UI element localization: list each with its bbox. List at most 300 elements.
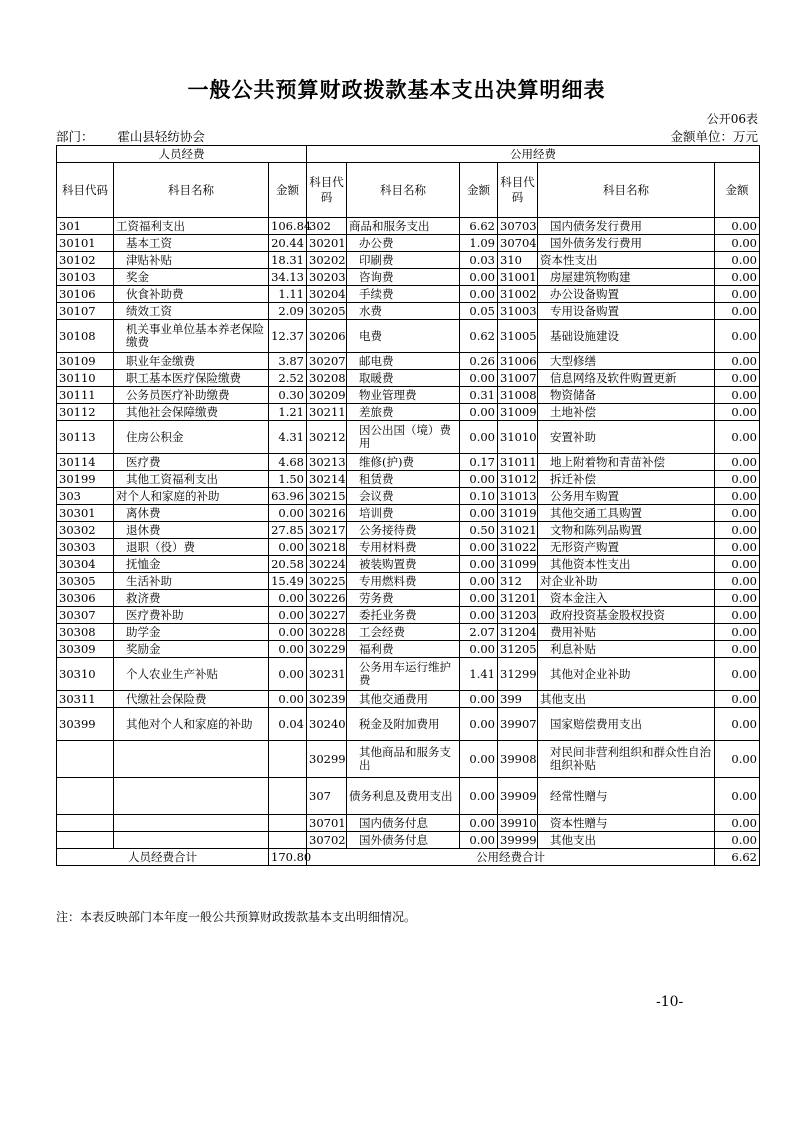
- public-code: 30202: [307, 252, 347, 269]
- public-name: 取暖费: [347, 370, 460, 387]
- table-row: [57, 303, 760, 320]
- department-label: 部门：: [56, 129, 94, 144]
- public-amount: 0.00: [460, 691, 498, 708]
- personnel-amount: 106.84: [269, 218, 307, 235]
- personnel-amount: 12.37: [269, 320, 307, 353]
- public-code: 30239: [307, 691, 347, 708]
- personnel-code: [57, 741, 114, 778]
- table-row: [57, 741, 760, 778]
- public-name: 国外债务付息: [347, 832, 460, 849]
- personnel-code: 301: [57, 218, 114, 235]
- public-amount: 0.00: [460, 607, 498, 624]
- public-code: 30207: [307, 353, 347, 370]
- public-name: 电费: [347, 320, 460, 353]
- personnel-code: 30304: [57, 556, 114, 573]
- personnel-amount: 63.96: [269, 488, 307, 505]
- page-number: -10-: [656, 994, 684, 1010]
- public-code: 30224: [307, 556, 347, 573]
- table-row: [57, 218, 760, 235]
- public-name: 物资储备: [538, 387, 715, 404]
- public-amount: 0.00: [460, 370, 498, 387]
- personnel-code: 30108: [57, 320, 114, 353]
- public-code: 31008: [498, 387, 538, 404]
- public-code: 399: [498, 691, 538, 708]
- table-row: [57, 252, 760, 269]
- public-amount: 0.00: [460, 404, 498, 421]
- public-code: 30214: [307, 471, 347, 488]
- personnel-code: 30301: [57, 505, 114, 522]
- public-code: 31204: [498, 624, 538, 641]
- public-name: 对民间非营利组织和群众性自治组织补贴: [538, 741, 715, 778]
- public-name: 商品和服务支出: [347, 218, 460, 235]
- personnel-amount: 0.00: [269, 658, 307, 691]
- personnel-amount: [269, 815, 307, 832]
- public-name: 劳务费: [347, 590, 460, 607]
- col-code-header: 科目代码: [498, 163, 538, 218]
- public-code: 31009: [498, 404, 538, 421]
- public-amount: 0.00: [460, 286, 498, 303]
- table-row: [57, 404, 760, 421]
- public-code: 30226: [307, 590, 347, 607]
- public-name: 福利费: [347, 641, 460, 658]
- personnel-name: 助学金: [114, 624, 269, 641]
- public-amount: 0.00: [460, 590, 498, 607]
- public-code: 30227: [307, 607, 347, 624]
- personnel-code: 30311: [57, 691, 114, 708]
- personnel-code: 303: [57, 488, 114, 505]
- public-amount: 0.00: [715, 815, 760, 832]
- public-name: 办公费: [347, 235, 460, 252]
- personnel-name: 个人农业生产补贴: [114, 658, 269, 691]
- personnel-amount: 0.04: [269, 708, 307, 741]
- personnel-name: 生活补助: [114, 573, 269, 590]
- personnel-amount: [269, 741, 307, 778]
- public-code: 30299: [307, 741, 347, 778]
- public-name: 房屋建筑物购建: [538, 269, 715, 286]
- public-name: 其他对企业补助: [538, 658, 715, 691]
- personnel-code: 30113: [57, 421, 114, 454]
- public-amount: 0.00: [715, 624, 760, 641]
- personnel-code: 30102: [57, 252, 114, 269]
- public-code: 30205: [307, 303, 347, 320]
- public-code: 30206: [307, 320, 347, 353]
- public-name: 国内债务发行费用: [538, 218, 715, 235]
- personnel-code: 30101: [57, 235, 114, 252]
- amount-unit: 金额单位：万元: [670, 129, 758, 144]
- personnel-code: 30109: [57, 353, 114, 370]
- public-amount: 0.00: [715, 269, 760, 286]
- expenditure-table: [56, 145, 760, 866]
- public-amount: 0.00: [715, 320, 760, 353]
- personnel-name: 救济费: [114, 590, 269, 607]
- public-amount: 0.00: [715, 370, 760, 387]
- public-name: 专用设备购置: [538, 303, 715, 320]
- personnel-name: 绩效工资: [114, 303, 269, 320]
- personnel-name: 住房公积金: [114, 421, 269, 454]
- personnel-code: 30310: [57, 658, 114, 691]
- table-row: [57, 556, 760, 573]
- personnel-name: 工资福利支出: [114, 218, 269, 235]
- personnel-name: [114, 778, 269, 815]
- public-name: 公务接待费: [347, 522, 460, 539]
- personnel-amount: 0.00: [269, 691, 307, 708]
- public-name: 培训费: [347, 505, 460, 522]
- public-amount: 1.41: [460, 658, 498, 691]
- public-code: 31005: [498, 320, 538, 353]
- public-code: 30228: [307, 624, 347, 641]
- public-code: 30240: [307, 708, 347, 741]
- personnel-name: [114, 815, 269, 832]
- table-row: [57, 471, 760, 488]
- table-row: [57, 658, 760, 691]
- public-amount: 0.00: [715, 556, 760, 573]
- public-code: 31003: [498, 303, 538, 320]
- personnel-code: 30112: [57, 404, 114, 421]
- personnel-amount: 1.21: [269, 404, 307, 421]
- public-name: 安置补助: [538, 421, 715, 454]
- public-name: 基础设施建设: [538, 320, 715, 353]
- public-name: 其他资本性支出: [538, 556, 715, 573]
- public-amount: 0.00: [460, 708, 498, 741]
- personnel-name: 津贴补贴: [114, 252, 269, 269]
- personnel-amount: [269, 778, 307, 815]
- public-code: 31006: [498, 353, 538, 370]
- public-amount: 0.00: [460, 471, 498, 488]
- personnel-code: 30199: [57, 471, 114, 488]
- public-name: 专用材料费: [347, 539, 460, 556]
- public-name: 委托业务费: [347, 607, 460, 624]
- public-name: 债务利息及费用支出: [347, 778, 460, 815]
- table-row: [57, 815, 760, 832]
- public-code: 39907: [498, 708, 538, 741]
- table-note: 注：本表反映部门本年度一般公共预算财政拨款基本支出明细情况。: [56, 910, 417, 924]
- public-code: 31299: [498, 658, 538, 691]
- public-code: 30209: [307, 387, 347, 404]
- table-row: [57, 320, 760, 353]
- public-amount: 0.00: [715, 421, 760, 454]
- col-code-header: 科目代码: [307, 163, 347, 218]
- totals-row: [57, 849, 760, 866]
- public-amount: 0.00: [715, 488, 760, 505]
- public-amount: 0.00: [715, 252, 760, 269]
- public-name: 资本性赠与: [538, 815, 715, 832]
- public-name: 政府投资基金股权投资: [538, 607, 715, 624]
- public-amount: 0.00: [715, 590, 760, 607]
- personnel-code: 30106: [57, 286, 114, 303]
- public-name: 大型修缮: [538, 353, 715, 370]
- personnel-name: [114, 832, 269, 849]
- personnel-name: 退休费: [114, 522, 269, 539]
- public-code: 31013: [498, 488, 538, 505]
- public-amount: 0.00: [715, 286, 760, 303]
- personnel-code: 30110: [57, 370, 114, 387]
- personnel-name: 离休费: [114, 505, 269, 522]
- table-row: [57, 269, 760, 286]
- personnel-name: 其他对个人和家庭的补助: [114, 708, 269, 741]
- personnel-code: [57, 778, 114, 815]
- public-amount: 0.00: [715, 303, 760, 320]
- table-row: [57, 691, 760, 708]
- public-name: 邮电费: [347, 353, 460, 370]
- col-amount-header: 金额: [715, 163, 760, 218]
- public-code: 30229: [307, 641, 347, 658]
- personnel-name: [114, 741, 269, 778]
- public-amount: 0.03: [460, 252, 498, 269]
- personnel-name: 基本工资: [114, 235, 269, 252]
- public-amount: 0.00: [715, 218, 760, 235]
- public-name: 其他交通费用: [347, 691, 460, 708]
- public-amount: 0.00: [460, 505, 498, 522]
- public-amount: 6.62: [460, 218, 498, 235]
- table-row: [57, 539, 760, 556]
- public-name: 物业管理费: [347, 387, 460, 404]
- public-amount: 0.00: [460, 556, 498, 573]
- public-amount: 0.31: [460, 387, 498, 404]
- personnel-name: 奖励金: [114, 641, 269, 658]
- public-amount: 0.00: [715, 708, 760, 741]
- public-code: 310: [498, 252, 538, 269]
- public-code: 30201: [307, 235, 347, 252]
- public-code: 302: [307, 218, 347, 235]
- public-amount: 0.00: [460, 641, 498, 658]
- col-amount-header: 金额: [460, 163, 498, 218]
- table-row: [57, 832, 760, 849]
- public-name: 手续费: [347, 286, 460, 303]
- public-name: 维修(护)费: [347, 454, 460, 471]
- public-amount: 0.00: [460, 832, 498, 849]
- personnel-name: 机关事业单位基本养老保险缴费: [114, 320, 269, 353]
- table-row: [57, 590, 760, 607]
- personnel-amount: 0.00: [269, 607, 307, 624]
- personnel-code: 30303: [57, 539, 114, 556]
- public-code: 31022: [498, 539, 538, 556]
- public-code: 31201: [498, 590, 538, 607]
- personnel-amount: 0.30: [269, 387, 307, 404]
- public-name: 对企业补助: [538, 573, 715, 590]
- table-row: [57, 641, 760, 658]
- public-code: 30702: [307, 832, 347, 849]
- public-name: 地上附着物和青苗补偿: [538, 454, 715, 471]
- col-name-header: 科目名称: [347, 163, 460, 218]
- personnel-amount: 0.00: [269, 539, 307, 556]
- public-amount: 0.00: [715, 573, 760, 590]
- form-number: 公开06表: [706, 112, 758, 126]
- table-row: [57, 235, 760, 252]
- personnel-amount: 3.87: [269, 353, 307, 370]
- public-name: 税金及附加费用: [347, 708, 460, 741]
- personnel-code: 30103: [57, 269, 114, 286]
- public-code: 31012: [498, 471, 538, 488]
- personnel-amount: 18.31: [269, 252, 307, 269]
- personnel-code: 30308: [57, 624, 114, 641]
- table-row: [57, 387, 760, 404]
- column-header-row: [57, 163, 760, 218]
- public-code: 30203: [307, 269, 347, 286]
- public-amount: 0.00: [715, 454, 760, 471]
- public-amount: 0.00: [715, 522, 760, 539]
- personnel-code: [57, 832, 114, 849]
- public-code: 30231: [307, 658, 347, 691]
- public-amount: 0.00: [460, 815, 498, 832]
- public-name: 信息网络及软件购置更新: [538, 370, 715, 387]
- table-row: [57, 286, 760, 303]
- public-name: 印刷费: [347, 252, 460, 269]
- public-code: 307: [307, 778, 347, 815]
- personnel-amount: 20.44: [269, 235, 307, 252]
- public-amount: 1.09: [460, 235, 498, 252]
- personnel-total-label: 人员经费合计: [57, 849, 269, 866]
- public-name: 利息补贴: [538, 641, 715, 658]
- public-amount: 0.00: [460, 778, 498, 815]
- personnel-name: 退职（役）费: [114, 539, 269, 556]
- personnel-name: 其他工资福利支出: [114, 471, 269, 488]
- public-header: 公用经费: [307, 146, 760, 163]
- table-row: [57, 708, 760, 741]
- personnel-name: 职业年金缴费: [114, 353, 269, 370]
- public-amount: 0.00: [715, 505, 760, 522]
- personnel-code: 30114: [57, 454, 114, 471]
- department-line: [56, 127, 205, 145]
- public-code: 31203: [498, 607, 538, 624]
- personnel-code: 30305: [57, 573, 114, 590]
- personnel-code: 30309: [57, 641, 114, 658]
- public-amount: 0.26: [460, 353, 498, 370]
- table-row: [57, 778, 760, 815]
- public-code: 312: [498, 573, 538, 590]
- table-row: [57, 607, 760, 624]
- public-amount: 0.00: [460, 741, 498, 778]
- public-name: 被装购置费: [347, 556, 460, 573]
- table-row: [57, 624, 760, 641]
- public-name: 会议费: [347, 488, 460, 505]
- table-row: [57, 522, 760, 539]
- public-name: 公务用车运行维护费: [347, 658, 460, 691]
- public-name: 工会经费: [347, 624, 460, 641]
- public-amount: 0.00: [715, 741, 760, 778]
- personnel-name: 公务员医疗补助缴费: [114, 387, 269, 404]
- personnel-code: 30107: [57, 303, 114, 320]
- col-amount-header: 金额: [269, 163, 307, 218]
- public-name: 其他支出: [538, 691, 715, 708]
- public-name: 因公出国（境）费用: [347, 421, 460, 454]
- public-name: 国内债务付息: [347, 815, 460, 832]
- personnel-name: 代缴社会保险费: [114, 691, 269, 708]
- page-title: 一般公共预算财政拨款基本支出决算明细表: [187, 77, 606, 102]
- personnel-name: 职工基本医疗保险缴费: [114, 370, 269, 387]
- public-amount: 0.17: [460, 454, 498, 471]
- personnel-code: 30302: [57, 522, 114, 539]
- personnel-amount: 34.13: [269, 269, 307, 286]
- personnel-header: 人员经费: [57, 146, 307, 163]
- personnel-code: 30399: [57, 708, 114, 741]
- personnel-amount: 1.50: [269, 471, 307, 488]
- public-amount: 0.62: [460, 320, 498, 353]
- personnel-name: 奖金: [114, 269, 269, 286]
- personnel-amount: [269, 832, 307, 849]
- public-amount: 0.00: [460, 573, 498, 590]
- public-amount: 0.10: [460, 488, 498, 505]
- personnel-amount: 4.31: [269, 421, 307, 454]
- personnel-amount: 1.11: [269, 286, 307, 303]
- public-amount: 0.50: [460, 522, 498, 539]
- public-name: 国外债务发行费用: [538, 235, 715, 252]
- public-code: 31001: [498, 269, 538, 286]
- public-code: 31099: [498, 556, 538, 573]
- public-amount: 0.00: [715, 778, 760, 815]
- public-name: 拆迁补偿: [538, 471, 715, 488]
- public-name: 资本金注入: [538, 590, 715, 607]
- public-code: 39910: [498, 815, 538, 832]
- public-name: 租赁费: [347, 471, 460, 488]
- personnel-code: 30306: [57, 590, 114, 607]
- public-name: 土地补偿: [538, 404, 715, 421]
- personnel-amount: 0.00: [269, 590, 307, 607]
- col-name-header: 科目名称: [538, 163, 715, 218]
- public-code: 31205: [498, 641, 538, 658]
- public-amount: 0.00: [715, 387, 760, 404]
- table-row: [57, 370, 760, 387]
- public-code: 39909: [498, 778, 538, 815]
- public-name: 其他支出: [538, 832, 715, 849]
- table-row: [57, 454, 760, 471]
- personnel-name: 对个人和家庭的补助: [114, 488, 269, 505]
- public-code: 30703: [498, 218, 538, 235]
- table-row: [57, 421, 760, 454]
- personnel-amount: 27.85: [269, 522, 307, 539]
- public-code: 31019: [498, 505, 538, 522]
- table-row: [57, 505, 760, 522]
- public-amount: 0.00: [715, 353, 760, 370]
- public-name: 水费: [347, 303, 460, 320]
- personnel-amount: 0.00: [269, 505, 307, 522]
- public-amount: 2.07: [460, 624, 498, 641]
- public-name: 文物和陈列品购置: [538, 522, 715, 539]
- public-code: 30218: [307, 539, 347, 556]
- public-amount: 0.00: [460, 421, 498, 454]
- public-code: 30212: [307, 421, 347, 454]
- public-code: 30213: [307, 454, 347, 471]
- personnel-amount: 0.00: [269, 624, 307, 641]
- table-row: [57, 353, 760, 370]
- personnel-name: 医疗费补助: [114, 607, 269, 624]
- col-code-header: 科目代码: [57, 163, 114, 218]
- public-code: 30217: [307, 522, 347, 539]
- personnel-amount: 0.00: [269, 641, 307, 658]
- personnel-amount: 2.09: [269, 303, 307, 320]
- public-total-amount: 6.62: [715, 849, 760, 866]
- public-name: 咨询费: [347, 269, 460, 286]
- public-code: 30225: [307, 573, 347, 590]
- public-amount: 0.00: [715, 607, 760, 624]
- personnel-code: 30307: [57, 607, 114, 624]
- public-amount: 0.00: [715, 641, 760, 658]
- personnel-amount: 2.52: [269, 370, 307, 387]
- public-amount: 0.00: [715, 658, 760, 691]
- public-code: 30208: [307, 370, 347, 387]
- public-name: 无形资产购置: [538, 539, 715, 556]
- personnel-name: 其他社会保障缴费: [114, 404, 269, 421]
- public-code: 39908: [498, 741, 538, 778]
- public-amount: 0.00: [715, 471, 760, 488]
- public-amount: 0.00: [715, 832, 760, 849]
- public-name: 专用燃料费: [347, 573, 460, 590]
- public-amount: 0.05: [460, 303, 498, 320]
- public-name: 经常性赠与: [538, 778, 715, 815]
- public-name: 资本性支出: [538, 252, 715, 269]
- public-amount: 0.00: [715, 539, 760, 556]
- personnel-amount: 20.58: [269, 556, 307, 573]
- public-name: 国家赔偿费用支出: [538, 708, 715, 741]
